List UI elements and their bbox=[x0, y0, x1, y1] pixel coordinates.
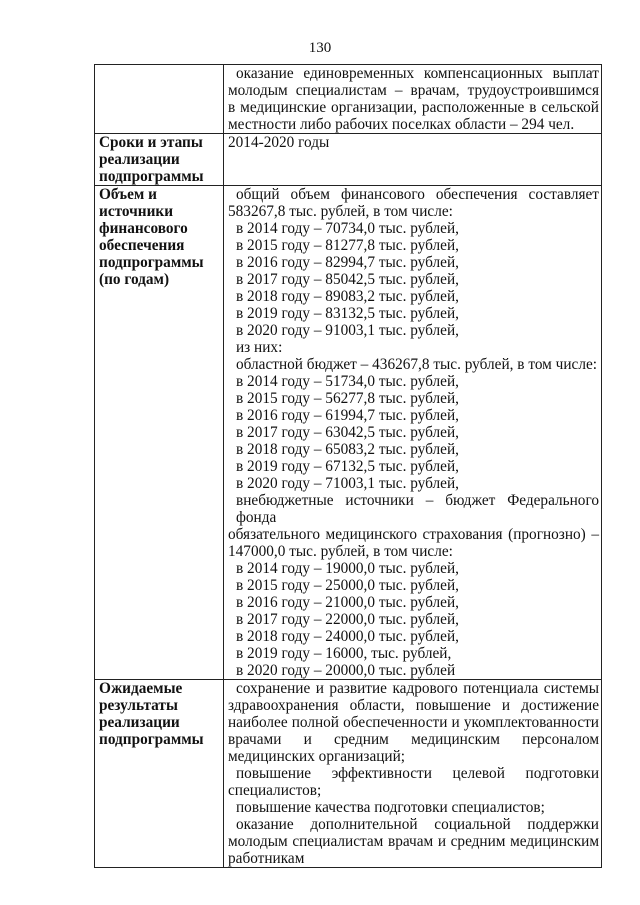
content-line: в 2018 году – 89083,2 тыс. рублей, bbox=[236, 288, 459, 305]
content-line: в 2016 году – 82994,7 тыс. рублей, bbox=[236, 254, 459, 271]
content-line: в 2020 году – 71003,1 тыс. рублей, bbox=[236, 475, 459, 492]
content-line: повышение качества подготовки специалистов; bbox=[236, 799, 545, 816]
row-label-line: обеспечения bbox=[99, 237, 185, 254]
content-line: врачами и средним медицинским персоналом bbox=[228, 731, 599, 748]
row-label-line: подпрограммы bbox=[99, 254, 204, 271]
content-line: в 2017 году – 22000,0 тыс. рублей, bbox=[236, 611, 459, 628]
content-line: в 2020 году – 20000,0 тыс. рублей bbox=[236, 662, 456, 679]
row-label-line: результаты bbox=[99, 697, 178, 714]
content-line: 2014-2020 годы bbox=[228, 134, 330, 151]
page-number: 130 bbox=[308, 40, 332, 56]
content-line: наиболее полной обеспеченности и укомплектованности bbox=[228, 714, 599, 731]
content-line: оказание дополнительной социальной поддержки bbox=[236, 816, 599, 833]
row-content bbox=[224, 680, 602, 868]
row-content bbox=[224, 134, 602, 186]
content-line: повышение эффективности целевой подготовки bbox=[236, 765, 599, 782]
content-line: в 2020 году – 91003,1 тыс. рублей, bbox=[236, 322, 459, 339]
content-line: 147000,0 тыс. рублей, в том числе: bbox=[228, 543, 453, 560]
table-row-row-financing bbox=[95, 186, 602, 680]
row-label-line: (по годам) bbox=[99, 271, 170, 288]
row-label-line: Сроки и этапы bbox=[99, 134, 203, 151]
content-line: 583267,8 тыс. рублей, в том числе: bbox=[228, 203, 453, 220]
row-label bbox=[95, 186, 224, 680]
row-content bbox=[224, 186, 602, 680]
content-line: в 2016 году – 61994,7 тыс. рублей, bbox=[236, 407, 459, 424]
row-label-line: финансового bbox=[99, 220, 188, 237]
content-line: в 2015 году – 81277,8 тыс. рублей, bbox=[236, 237, 459, 254]
row-label-line: Ожидаемые bbox=[99, 680, 183, 697]
content-line: молодым специалистам – врачам, трудоустроившимся bbox=[228, 82, 599, 99]
content-line: в медицинские организации, расположенные в сельской bbox=[228, 99, 599, 116]
content-line: областной бюджет – 436267,8 тыс. рублей, в том числе: bbox=[236, 356, 598, 373]
content-line: в 2019 году – 67132,5 тыс. рублей, bbox=[236, 458, 459, 475]
content-line: в 2017 году – 85042,5 тыс. рублей, bbox=[236, 271, 459, 288]
content-line: в 2014 году – 70734,0 тыс. рублей, bbox=[236, 220, 459, 237]
row-label bbox=[95, 65, 224, 134]
row-content bbox=[224, 65, 602, 134]
row-label bbox=[95, 680, 224, 868]
row-label-line: подпрограммы bbox=[99, 168, 204, 185]
content-line: в 2015 году – 25000,0 тыс. рублей, bbox=[236, 577, 459, 594]
content-line: в 2018 году – 24000,0 тыс. рублей, bbox=[236, 628, 459, 645]
content-line: общий объем финансового обеспечения составляет bbox=[236, 186, 599, 203]
row-label bbox=[95, 134, 224, 186]
content-line: внебюджетные источники – бюджет Федерального фонда bbox=[236, 492, 599, 526]
row-label-line: источники bbox=[99, 203, 174, 220]
content-line: обязательного медицинского страхования (прогнозно) – bbox=[228, 526, 599, 543]
row-label-line: Объем и bbox=[99, 186, 157, 203]
content-line: местности либо рабочих поселках области – 294 чел. bbox=[228, 116, 575, 133]
content-line: медицинских организаций; bbox=[228, 748, 406, 765]
content-line: специалистов; bbox=[228, 782, 322, 799]
content-line: в 2019 году – 83132,5 тыс. рублей, bbox=[236, 305, 459, 322]
content-line: оказание единовременных компенсационных выплат bbox=[236, 65, 599, 82]
row-label-line: подпрограммы bbox=[99, 731, 204, 748]
row-label-line: реализации bbox=[99, 714, 180, 731]
row-label-line: реализации bbox=[99, 151, 180, 168]
content-line: молодым специалистам врачам и средним медицинским bbox=[228, 833, 599, 850]
content-line: в 2014 году – 19000,0 тыс. рублей, bbox=[236, 560, 459, 577]
table-row-row-measures bbox=[95, 65, 602, 134]
table-row-row-timeline bbox=[95, 134, 602, 186]
content-line: в 2014 году – 51734,0 тыс. рублей, bbox=[236, 373, 459, 390]
content-line: в 2015 году – 56277,8 тыс. рублей, bbox=[236, 390, 459, 407]
content-line: из них: bbox=[236, 339, 283, 356]
table-row-row-expected-results bbox=[95, 680, 602, 868]
content-line: в 2018 году – 65083,2 тыс. рублей, bbox=[236, 441, 459, 458]
content-line: в 2019 году – 16000, тыс. рублей, bbox=[236, 645, 452, 662]
content-line: здравоохранения области, повышение и достижение bbox=[228, 697, 599, 714]
content-line: сохранение и развитие кадрового потенциала системы bbox=[236, 680, 599, 697]
content-line: работникам bbox=[228, 850, 305, 867]
content-line: в 2016 году – 21000,0 тыс. рублей, bbox=[236, 594, 459, 611]
subprogram-passport-table bbox=[94, 64, 602, 868]
content-line: в 2017 году – 63042,5 тыс. рублей, bbox=[236, 424, 459, 441]
